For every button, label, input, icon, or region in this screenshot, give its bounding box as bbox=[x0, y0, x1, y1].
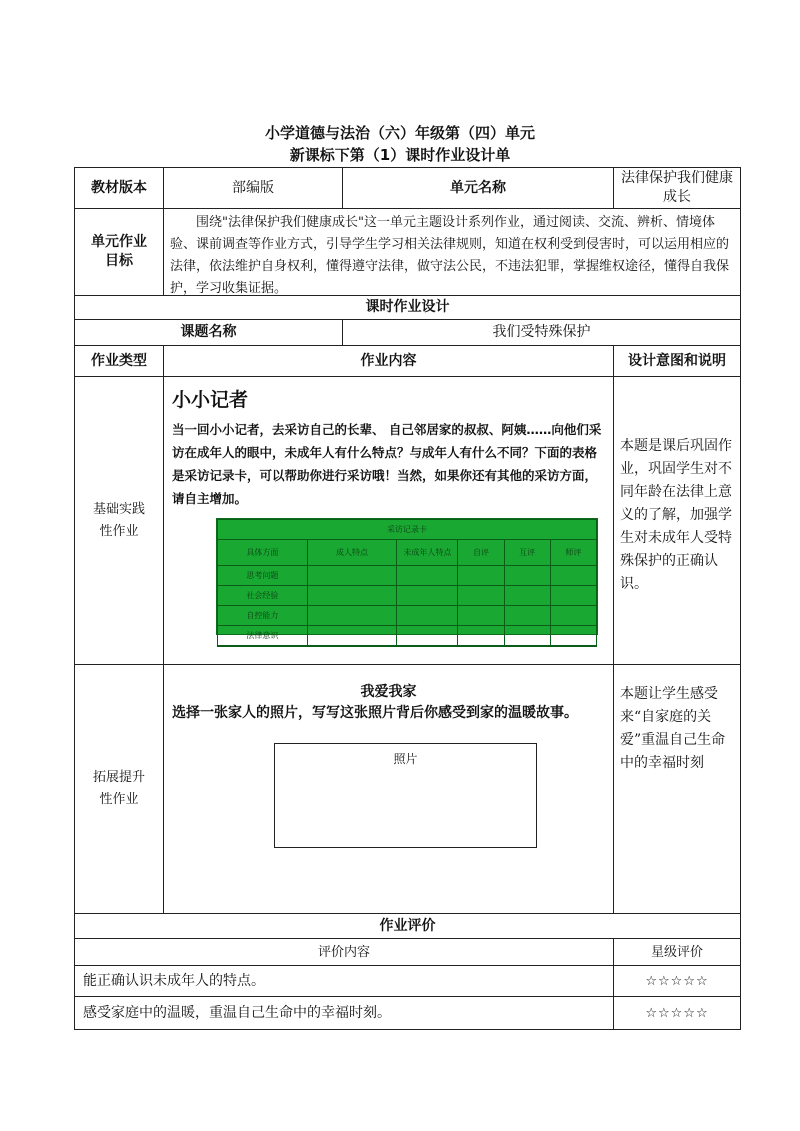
topic-row bbox=[74, 319, 741, 346]
basic-type: 基础实践性作业 bbox=[74, 376, 164, 665]
card-header: 成人特点 bbox=[307, 540, 397, 566]
edition-value: 部编版 bbox=[163, 167, 343, 209]
basic-intent: 本题是课后巩固作业，巩固学生对不同年龄在法律上意义的了解，加强学生对未成年人受特殊保护的正确认识。 bbox=[613, 376, 741, 665]
eval-row-rating: ☆☆☆☆☆ bbox=[613, 996, 741, 1030]
basic-content bbox=[163, 376, 614, 665]
interview-record-card bbox=[216, 518, 598, 640]
extend-content bbox=[163, 664, 614, 914]
evaluation-header-row bbox=[74, 938, 741, 966]
card-header: 师评 bbox=[550, 540, 596, 566]
extend-text: 选择一张家人的照片，写写这张照片背后你感受到家的温暖故事。 bbox=[172, 705, 578, 721]
photo-placeholder: 照片 bbox=[274, 743, 537, 848]
eval-row-content: 能正确认识未成年人的特点。 bbox=[74, 965, 614, 997]
basic-text: 当一回小小记者，去采访自己的长辈、 自己邻居家的叔叔、阿姨……向他们采访在成年人的眼中，未成年人有什么特点？与成年人有什么不同？下面的表格是采访记录卡，可以帮助你进行采访哦！当然，如果你还有其他的采访方面，请自主增加。 bbox=[172, 422, 602, 506]
col-content-header: 作业内容 bbox=[163, 345, 614, 377]
evaluation-row bbox=[74, 965, 741, 997]
eval-col-content: 评价内容 bbox=[74, 938, 614, 966]
topic-label: 课题名称 bbox=[74, 319, 343, 346]
card-header: 未成年人特点 bbox=[397, 540, 458, 566]
card-title: 采访记录卡 bbox=[218, 520, 597, 540]
lesson-section-title: 课时作业设计 bbox=[74, 295, 741, 320]
card-row-label: 思考问题 bbox=[218, 566, 308, 586]
goal-text: 围绕"法律保护我们健康成长"这一单元主题设计系列作业，通过阅读、交流、辨析、情境体验、课前调查等作业方式，引导学生学习相关法律规则，知道在权利受到侵害时，可以运用相应的法律，依法维护自身权利，懂得遵守法律，做守法公民，不违法犯罪，掌握维权途径，懂得自我保护，学习收集证据。 bbox=[163, 208, 741, 296]
col-type-header: 作业类型 bbox=[74, 345, 164, 377]
goal-label: 单元作业目标 bbox=[74, 208, 164, 296]
evaluation-row bbox=[74, 996, 741, 1030]
doc-title-line2: 新课标下第（1）课时作业设计单 bbox=[289, 146, 511, 164]
col-intent-header: 设计意图和说明 bbox=[613, 345, 741, 377]
eval-row-rating: ☆☆☆☆☆ bbox=[613, 965, 741, 997]
basic-title: 小小记者 bbox=[172, 389, 249, 411]
extend-title: 我爱我家 bbox=[360, 684, 417, 700]
card-row-label: 自控能力 bbox=[218, 606, 308, 626]
card-row-label: 法律意识 bbox=[218, 626, 308, 646]
basic-homework-row bbox=[74, 376, 741, 665]
eval-row-content: 感受家庭中的温暖，重温自己生命中的幸福时刻。 bbox=[74, 996, 614, 1030]
evaluation-title: 作业评价 bbox=[74, 913, 741, 939]
extend-intent: 本题让学生感受来“自家庭的关爱”重温自己生命中的幸福时刻 bbox=[613, 664, 741, 914]
info-row bbox=[74, 167, 741, 209]
evaluation-section-row bbox=[74, 913, 741, 939]
unit-value: 法律保护我们健康成长 bbox=[613, 167, 741, 209]
topic-value: 我们受特殊保护 bbox=[342, 319, 741, 346]
edition-label: 教材版本 bbox=[74, 167, 164, 209]
eval-col-rating: 星级评价 bbox=[613, 938, 741, 966]
lesson-section-row bbox=[74, 295, 741, 320]
unit-label: 单元名称 bbox=[342, 167, 614, 209]
card-header: 互评 bbox=[504, 540, 550, 566]
card-row-label: 社会经验 bbox=[218, 586, 308, 606]
column-header-row bbox=[74, 345, 741, 377]
extend-homework-row bbox=[74, 664, 741, 914]
card-header: 具体方面 bbox=[218, 540, 308, 566]
goal-row bbox=[74, 208, 741, 296]
doc-title-line1: 小学道德与法治（六）年级第（四）单元 bbox=[264, 124, 535, 142]
extend-type: 拓展提升性作业 bbox=[74, 664, 164, 914]
card-header: 自评 bbox=[458, 540, 504, 566]
